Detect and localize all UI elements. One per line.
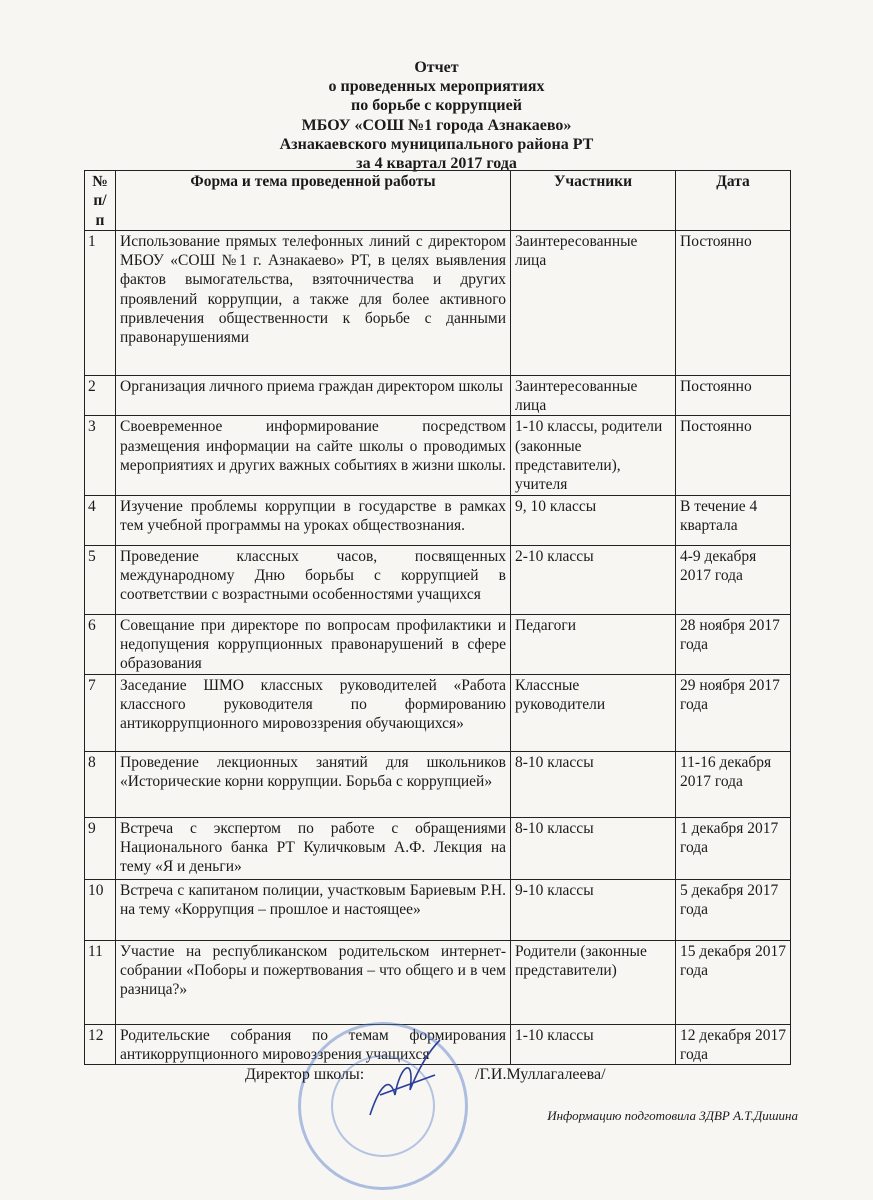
row-form: Встреча с капитаном полиции, участковым Бариевым Р.Н. на тему «Коррупция – прошлое и настоящее»: [116, 879, 511, 940]
prepared-by: Информацию подготовила ЗДВР А.Т.Дишина: [547, 1108, 798, 1123]
row-date: 29 ноября 2017 года: [676, 674, 791, 751]
row-number: 12: [85, 1024, 116, 1065]
row-date: Постоянно: [676, 416, 791, 495]
row-number: 1: [85, 230, 116, 375]
title-line: МБОУ «СОШ №1 города Азнакаево»: [301, 116, 572, 134]
title-line: Отчет: [414, 59, 459, 76]
header-form: Форма и тема проведенной работы: [116, 171, 511, 231]
row-date: 5 декабря 2017 года: [676, 879, 791, 940]
row-date: Постоянно: [676, 375, 791, 416]
row-form: Встреча с экспертом по работе с обращениями Национального банка РТ Куличковым А.Ф. Лекция на тему «Я и деньги»: [116, 817, 511, 879]
director-label: Директор школы:: [245, 1066, 365, 1083]
row-form: Использование прямых телефонных линий с директором МБОУ «СОШ №1 г. Азнакаево» РТ, в целях выявления фактов вымогательства, взяточничества и других проявлений коррупции, а также для более активного привлечения общественности к борьбе с данными правонарушениями: [116, 230, 511, 375]
row-number: 5: [85, 545, 116, 614]
row-form: Совещание при директоре по вопросам профилактики и недопущения коррупционных правонарушений в сфере образования: [116, 614, 511, 674]
row-participants: Классные руководители: [511, 674, 676, 751]
row-form: Организация личного приема граждан директором школы: [116, 375, 511, 416]
row-form: Проведение классных часов, посвященных международному Дню борьбы с коррупцией в соответствии с возрастными особенностями учащихся: [116, 545, 511, 614]
table-row: [85, 879, 791, 940]
row-form: Своевременное информирование посредством размещения информации на сайте школы о проводимых мероприятиях и других важных событиях в жизни школы.: [116, 416, 511, 495]
signature-scribble: [360, 1035, 450, 1125]
table-row: [85, 614, 791, 674]
row-participants: 8-10 классы: [511, 751, 676, 817]
row-participants: 2-10 классы: [511, 545, 676, 614]
row-participants: 1-10 классы: [511, 1024, 676, 1065]
header-participants: Участники: [511, 171, 676, 231]
row-participants: Заинтересованные лица: [511, 375, 676, 416]
row-date: В течение 4 квартала: [676, 495, 791, 545]
row-participants: 9, 10 классы: [511, 495, 676, 545]
row-date: Постоянно: [676, 230, 791, 375]
table-row: [85, 817, 791, 879]
row-date: 4-9 декабря 2017 года: [676, 545, 791, 614]
table-row: [85, 674, 791, 751]
table-row: [85, 230, 791, 375]
title-line: по борьбе с коррупцией: [351, 97, 522, 115]
row-number: 11: [85, 940, 116, 1024]
row-participants: Педагоги: [511, 614, 676, 674]
table-row: [85, 940, 791, 1024]
row-participants: Заинтересованные лица: [511, 230, 676, 375]
header-number: № п/п: [85, 171, 116, 231]
row-number: 2: [85, 375, 116, 416]
signature-line: [245, 1066, 606, 1084]
row-number: 8: [85, 751, 116, 817]
row-form: Заседание ШМО классных руководителей «Работа классного руководителя по формированию антикоррупционного мировоззрения обучающихся»: [116, 674, 511, 751]
row-date: 1 декабря 2017 года: [676, 817, 791, 879]
row-date: 11-16 декабря 2017 года: [676, 751, 791, 817]
table-row: [85, 495, 791, 545]
table-row: [85, 545, 791, 614]
row-number: 3: [85, 416, 116, 495]
row-form: Изучение проблемы коррупции в государстве в рамках тем учебной программы на уроках обществознания.: [116, 495, 511, 545]
row-participants: Родители (законные представители): [511, 940, 676, 1024]
row-form: Проведение лекционных занятий для школьников «Исторические корни коррупции. Борьба с коррупцией»: [116, 751, 511, 817]
row-form: Родительские собрания по темам формирования антикоррупционного мировоззрения учащихся: [116, 1024, 511, 1065]
row-number: 4: [85, 495, 116, 545]
row-number: 7: [85, 674, 116, 751]
table-row: [85, 416, 791, 495]
row-date: 28 ноября 2017 года: [676, 614, 791, 674]
row-number: 10: [85, 879, 116, 940]
title-line: Азнакаевского муниципального района РТ: [279, 135, 594, 153]
table-row: [85, 751, 791, 817]
row-number: 9: [85, 817, 116, 879]
header-date: Дата: [676, 171, 791, 231]
row-participants: 1-10 классы, родители (законные представители), учителя: [511, 416, 676, 495]
title-line: за 4 квартал 2017 года: [356, 155, 517, 173]
row-date: 12 декабря 2017 года: [676, 1024, 791, 1065]
row-date: 15 декабря 2017 года: [676, 940, 791, 1024]
table-header-row: [85, 171, 791, 231]
row-participants: 9-10 классы: [511, 879, 676, 940]
table-row: [85, 375, 791, 416]
title-line: о проведенных мероприятиях: [328, 78, 545, 96]
director-name: /Г.И.Муллагалеева/: [475, 1066, 606, 1083]
row-number: 6: [85, 614, 116, 674]
row-participants: 8-10 классы: [511, 817, 676, 879]
document-title: [0, 58, 873, 173]
row-form: Участие на республиканском родительском интернет-собрании «Поборы и пожертвования – что общего и в чем разница?»: [116, 940, 511, 1024]
events-table: [84, 170, 791, 1065]
